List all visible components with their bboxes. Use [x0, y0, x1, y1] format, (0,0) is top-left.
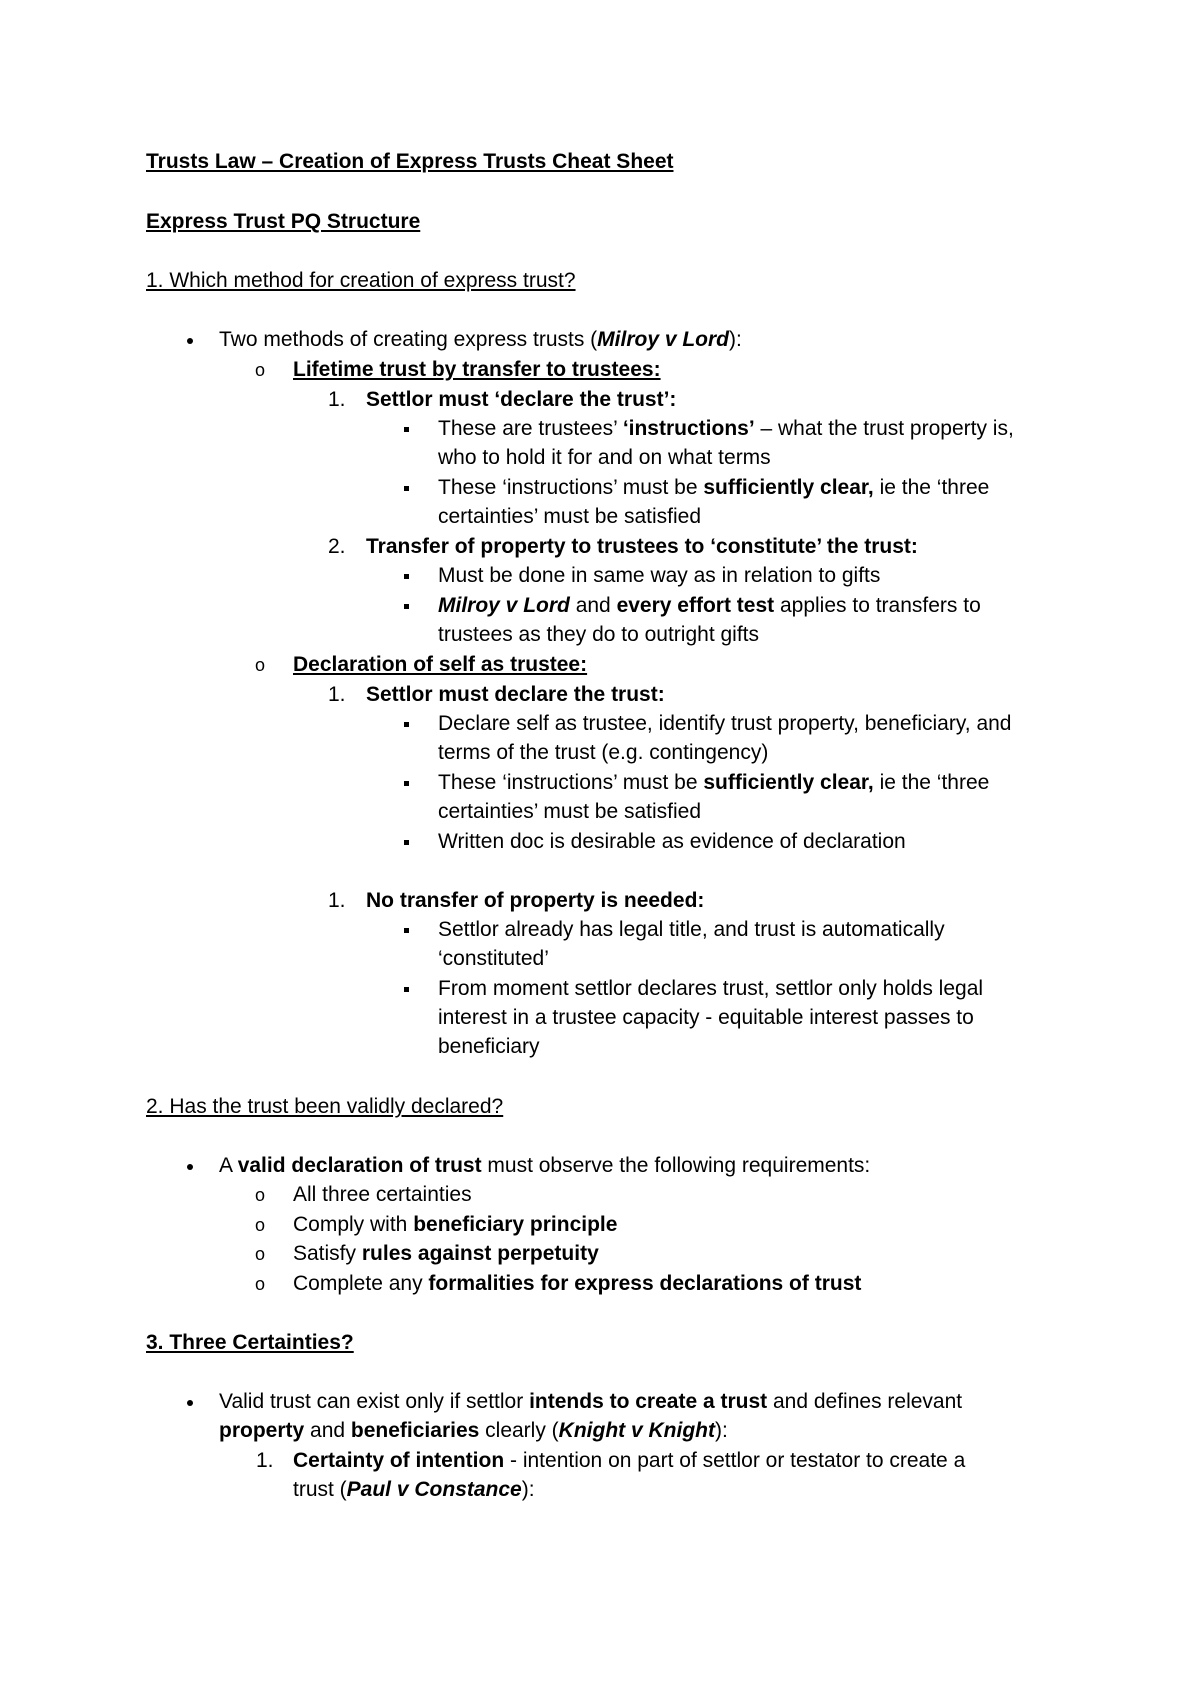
requirement-4: Complete any formalities for express declarations of trust	[293, 1272, 862, 1295]
square-bullet-icon	[404, 574, 409, 579]
declaration-step-1: Settlor must declare the trust:	[366, 683, 665, 706]
declaration-bullet-2-cont: certainties’ must be satisfied	[438, 800, 702, 823]
declaration-step-2: No transfer of property is needed:	[366, 889, 705, 912]
certainties-intro-cont: property and beneficiaries clearly (Knight v Knight):	[219, 1419, 728, 1442]
square-bullet-icon	[404, 840, 409, 845]
declaration-label: Declaration of self as trustee:	[293, 653, 588, 676]
circle-bullet-icon: o	[255, 1244, 266, 1264]
section-1-heading: 1. Which method for creation of express trust?	[146, 269, 576, 292]
requirement-2: Comply with beneficiary principle	[293, 1213, 618, 1236]
declaration-bullet-1: Declare self as trustee, identify trust property, beneficiary, and	[438, 712, 1012, 735]
section-2-heading: 2. Has the trust been validly declared?	[146, 1095, 504, 1118]
lifetime-bullet-2: These ‘instructions’ must be sufficiently clear, ie the ‘three	[438, 476, 990, 499]
square-bullet-icon	[404, 427, 409, 432]
list-number: 2.	[328, 535, 346, 558]
declaration-bullet-5-cont-2: beneficiary	[438, 1035, 540, 1058]
lifetime-bullet-1: These are trustees’ ‘instructions’ – what the trust property is,	[438, 417, 1014, 440]
lifetime-step-1: Settlor must ‘declare the trust’:	[366, 388, 677, 411]
certainty-of-intention-cont: trust (Paul v Constance):	[293, 1478, 535, 1501]
declaration-bullet-5: From moment settlor declares trust, settlor only holds legal	[438, 977, 984, 1000]
lifetime-bullet-2-cont: certainties’ must be satisfied	[438, 505, 702, 528]
list-number: 1.	[328, 889, 346, 912]
circle-bullet-icon: o	[255, 1274, 266, 1294]
list-number: 1.	[328, 388, 346, 411]
circle-bullet-icon: o	[255, 1185, 266, 1205]
certainty-of-intention: Certainty of intention - intention on part of settlor or testator to create a	[293, 1449, 966, 1472]
declaration-bullet-4: Settlor already has legal title, and trust is automatically	[438, 918, 945, 941]
declaration-bullet-2: These ‘instructions’ must be sufficiently clear, ie the ‘three	[438, 771, 990, 794]
square-bullet-icon	[404, 987, 409, 992]
bullet-icon	[187, 1164, 193, 1170]
circle-bullet-icon: o	[255, 655, 266, 675]
list-number: 1.	[328, 683, 346, 706]
certainties-intro: Valid trust can exist only if settlor intends to create a trust and defines relevant	[219, 1390, 963, 1413]
requirement-3: Satisfy rules against perpetuity	[293, 1242, 599, 1265]
lifetime-bullet-1-cont: who to hold it for and on what terms	[438, 446, 771, 469]
bullet-icon	[187, 1400, 193, 1406]
square-bullet-icon	[404, 604, 409, 609]
circle-bullet-icon: o	[255, 1215, 266, 1235]
requirement-1: All three certainties	[293, 1183, 472, 1206]
list-number: 1.	[256, 1449, 274, 1472]
square-bullet-icon	[404, 486, 409, 491]
lifetime-step-2: Transfer of property to trustees to ‘constitute’ the trust:	[366, 535, 918, 558]
methods-intro: Two methods of creating express trusts (Milroy v Lord):	[219, 328, 742, 351]
declaration-bullet-4-cont: ‘constituted’	[438, 947, 549, 970]
declaration-bullet-3: Written doc is desirable as evidence of declaration	[438, 830, 906, 853]
structure-heading: Express Trust PQ Structure	[146, 210, 421, 233]
section-3-heading: 3. Three Certainties?	[146, 1331, 354, 1354]
circle-bullet-icon: o	[255, 360, 266, 380]
square-bullet-icon	[404, 722, 409, 727]
declaration-bullet-5-cont: interest in a trustee capacity - equitable interest passes to	[438, 1006, 974, 1029]
document-title: Trusts Law – Creation of Express Trusts Cheat Sheet	[146, 150, 674, 173]
lifetime-bullet-4: Milroy v Lord and every effort test applies to transfers to	[438, 594, 981, 617]
square-bullet-icon	[404, 781, 409, 786]
square-bullet-icon	[404, 928, 409, 933]
bullet-icon	[187, 338, 193, 344]
lifetime-trust-label: Lifetime trust by transfer to trustees:	[293, 358, 661, 381]
requirements-intro: A valid declaration of trust must observe the following requirements:	[219, 1154, 871, 1177]
lifetime-bullet-4-cont: trustees as they do to outright gifts	[438, 623, 760, 646]
lifetime-bullet-3: Must be done in same way as in relation to gifts	[438, 564, 881, 587]
declaration-bullet-1-cont: terms of the trust (e.g. contingency)	[438, 741, 769, 764]
